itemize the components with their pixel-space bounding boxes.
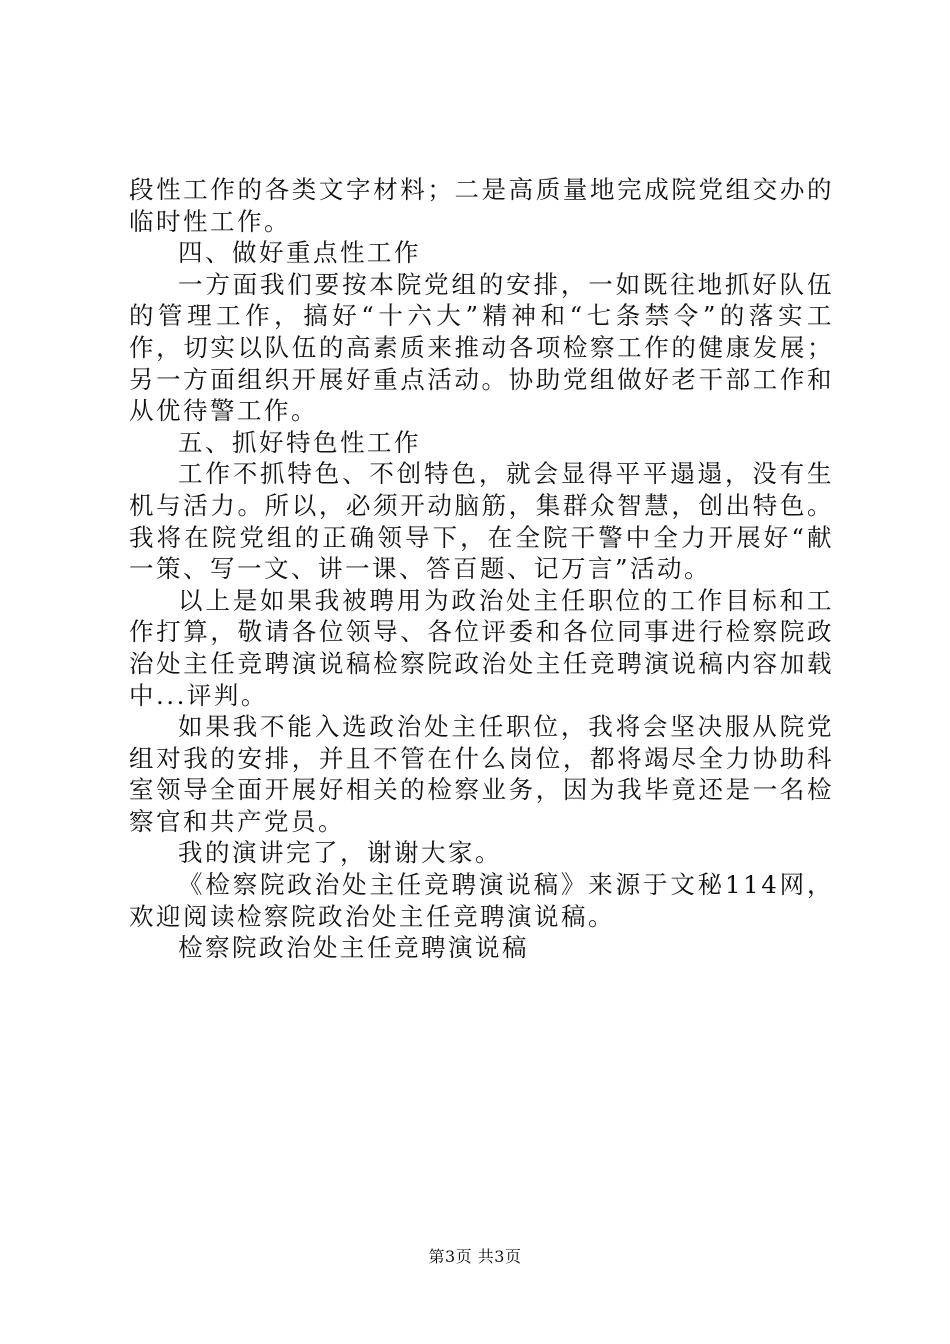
paragraph-source-note: 《检察院政治处主任竞聘演说稿》来源于文秘114网，欢迎阅读检察院政治处主任竞聘演说稿。 [129, 870, 834, 931]
paragraph-key-work: 一方面我们要按本院党组的安排，一如既往地抓好队伍的管理工作，搞好“十六大”精神和“七条禁令”的落实工作，切实以队伍的高素质来推动各项检察工作的健康发展；另一方面组织开展好重点活动。协助党组做好老干部工作和从优待警工作。 [129, 269, 834, 426]
paragraph-continuation: 段性工作的各类文字材料；二是高质量地完成院党组交办的临时性工作。 [129, 175, 834, 236]
paragraph-document-title: 检察院政治处主任竞聘演说稿 [178, 933, 529, 963]
paragraph-closing: 我的演讲完了，谢谢大家。 [178, 838, 502, 868]
page-number-footer: 第3页 共3页 [428, 1247, 522, 1266]
document-body [129, 174, 834, 964]
paragraph-if-not-selected: 如果我不能入选政治处主任职位，我将会坚决服从院党组对我的安排，并且不管在什么岗位，都将竭尽全力协助科室领导全面开展好相关的检察业务，因为我毕竟还是一名检察官和共产党员。 [129, 712, 834, 836]
paragraph-featured-work: 工作不抓特色、不创特色，就会显得平平遢遢，没有生机与活力。所以，必须开动脑筋，集群众智慧，创出特色。我将在院党组的正确领导下，在全院干警中全力开展好“献一策、写一文、讲一课、答百题、记万言”活动。 [129, 459, 834, 584]
section-heading-4: 四、做好重点性工作 [178, 238, 421, 268]
section-heading-5: 五、抓好特色性工作 [178, 427, 421, 457]
paragraph-summary: 以上是如果我被聘用为政治处主任职位的工作目标和工作打算，敬请各位领导、各位评委和各位同事进行检察院政治处主任竞聘演说稿检察院政治处主任竞聘演说稿内容加载中...评判。 [129, 585, 834, 710]
